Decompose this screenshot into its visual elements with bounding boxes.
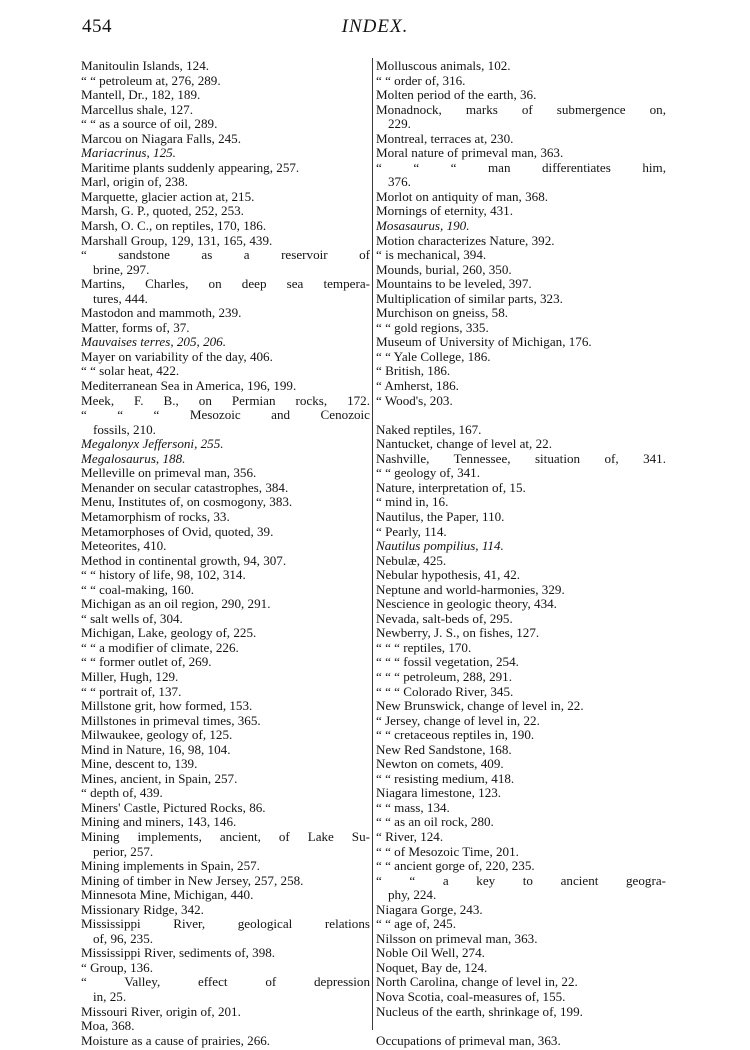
page-number: 454: [82, 16, 112, 37]
index-entry: Method in continental growth, 94, 307.: [81, 553, 287, 568]
index-entry: Mine, descent to, 139.: [81, 757, 198, 772]
index-entry: Nucleus of the earth, shrinkage of, 199.: [376, 1004, 583, 1019]
index-entry: “ “ as a source of oil, 289.: [81, 117, 218, 132]
index-entry: Mounds, burial, 260, 350.: [376, 262, 512, 277]
index-entry: Nescience in geologic theory, 434.: [376, 597, 557, 612]
index-entry: Mosasaurus, 190.: [376, 219, 470, 234]
index-entry: Nevada, salt-beds of, 295.: [376, 611, 513, 626]
index-entry: Missouri River, origin of, 201.: [81, 1004, 241, 1019]
index-entry: “ “ a modifier of climate, 226.: [81, 640, 239, 655]
index-entry: “ River, 124.: [376, 829, 444, 844]
index-entry: Melleville on primeval man, 356.: [81, 466, 257, 481]
index-entry: “ Group, 136.: [81, 960, 154, 975]
index-entry: Nashville, Tennessee, situation of, 341.: [376, 451, 666, 466]
index-entry: Neptune and world-harmonies, 329.: [376, 582, 565, 597]
index-entry: of, 96, 235.: [93, 931, 154, 946]
index-entry: Matter, forms of, 37.: [81, 320, 190, 335]
index-entry: Molluscous animals, 102.: [376, 59, 511, 73]
index-entry: “ “ a key to ancient geogra-: [376, 873, 666, 888]
index-entry: “ “ “ reptiles, 170.: [376, 640, 472, 655]
index-entry: Nautilus, the Paper, 110.: [376, 509, 505, 524]
index-entry: Mediterranean Sea in America, 196, 199.: [81, 379, 297, 394]
index-entry: Mining implements in Spain, 257.: [81, 859, 260, 874]
index-entry: Niagara Gorge, 243.: [376, 902, 483, 917]
index-entry: Niagara limestone, 123.: [376, 786, 502, 801]
index-entry: Moisture as a cause of prairies, 266.: [81, 1033, 271, 1048]
index-entry: Mining implements, ancient, of Lake Su-: [81, 829, 370, 844]
index-entry: Missionary Ridge, 342.: [81, 902, 204, 917]
index-entry: Marquette, glacier action at, 215.: [81, 189, 255, 204]
index-entry: “ “ age of, 245.: [376, 917, 456, 932]
index-entry: “ “ geology of, 341.: [376, 466, 480, 481]
index-entry: Menu, Institutes of, on cosmogony, 383.: [81, 495, 293, 510]
index-entry: “ “ as an oil rock, 280.: [376, 815, 494, 830]
index-entry: phy, 224.: [388, 888, 437, 903]
index-entry: Naked reptiles, 167.: [376, 422, 482, 437]
index-entry: Nebulæ, 425.: [376, 553, 447, 568]
index-entry: “ “ ancient gorge of, 220, 235.: [376, 859, 535, 874]
index-entry: “ “ portrait of, 137.: [81, 684, 182, 699]
index-entry: Mining of timber in New Jersey, 257, 258.: [81, 873, 304, 888]
index-entry: Minnesota Mine, Michigan, 440.: [81, 888, 254, 903]
index-entry: Marl, origin of, 238.: [81, 175, 188, 190]
index-entry: Nilsson on primeval man, 363.: [376, 931, 538, 946]
index-entry: Motion characterizes Nature, 392.: [376, 233, 555, 248]
index-entry: Occupations of primeval man, 363.: [376, 1033, 561, 1048]
index-entry: “ “ order of, 316.: [376, 73, 466, 88]
index-entry: Millstones in primeval times, 365.: [81, 713, 261, 728]
index-entry: Miller, Hugh, 129.: [81, 669, 179, 684]
index-entry: [376, 408, 666, 423]
index-entry: Martins, Charles, on deep sea tempera-: [81, 277, 370, 292]
index-entry: Marsh, O. C., on reptiles, 170, 186.: [81, 219, 267, 234]
index-entry: “ Wood's, 203.: [376, 393, 453, 408]
index-column-left: [81, 59, 370, 1048]
index-entry: Newberry, J. S., on fishes, 127.: [376, 626, 540, 641]
index-entry: Mississippi River, geological relations: [81, 917, 370, 932]
column-divider: [372, 58, 373, 1030]
index-entry: Mind in Nature, 16, 98, 104.: [81, 742, 231, 757]
index-entry: in, 25.: [93, 990, 127, 1004]
index-entry: Metamorphism of rocks, 33.: [81, 509, 230, 524]
index-entry: perior, 257.: [93, 844, 154, 859]
index-entry: Mississippi River, sediments of, 398.: [81, 946, 276, 961]
index-entry: “ is mechanical, 394.: [376, 248, 487, 263]
index-entry: Metamorphoses of Ovid, quoted, 39.: [81, 524, 274, 539]
index-entry: “ British, 186.: [376, 364, 451, 379]
index-entry: Miners' Castle, Pictured Rocks, 86.: [81, 800, 266, 815]
index-entry: Marcou on Niagara Falls, 245.: [81, 131, 241, 146]
index-entry: Murchison on gneiss, 58.: [376, 306, 509, 321]
index-entry: Manitoulin Islands, 124.: [81, 59, 210, 73]
index-entry: Millstone grit, how formed, 153.: [81, 699, 253, 714]
index-entry: Michigan as an oil region, 290, 291.: [81, 597, 271, 612]
index-entry: “ “ coal-making, 160.: [81, 582, 195, 597]
index-entry: Newton on comets, 409.: [376, 757, 504, 772]
index-entry: Menander on secular catastrophes, 384.: [81, 480, 289, 495]
index-entry: Mines, ancient, in Spain, 257.: [81, 771, 238, 786]
index-entry: Milwaukee, geology of, 125.: [81, 728, 233, 743]
index-entry: “ “ cretaceous reptiles in, 190.: [376, 728, 535, 743]
index-entry: “ Valley, effect of depression: [81, 975, 370, 990]
index-entry: Michigan, Lake, geology of, 225.: [81, 626, 257, 641]
index-entry: Mariacrinus, 125.: [81, 146, 176, 161]
index-entry: Maritime plants suddenly appearing, 257.: [81, 160, 300, 175]
index-entry: New Red Sandstone, 168.: [376, 742, 512, 757]
index-entry: 229.: [388, 117, 411, 132]
index-entry: Mornings of eternity, 431.: [376, 204, 513, 219]
index-entry: fossils, 210.: [93, 422, 156, 437]
index-entry: “ “ former outlet of, 269.: [81, 655, 212, 670]
index-entry: New Brunswick, change of level in, 22.: [376, 699, 584, 714]
index-entry: Mastodon and mammoth, 239.: [81, 306, 242, 321]
index-entry: Museum of University of Michigan, 176.: [376, 335, 592, 350]
index-entry: “ “ “ man differentiates him,: [376, 160, 666, 175]
index-entry: Megalonyx Jeffersoni, 255.: [81, 437, 224, 452]
index-entry: “ “ gold regions, 335.: [376, 320, 489, 335]
index-entry: Marcellus shale, 127.: [81, 102, 193, 117]
index-entry: “ “ “ Mesozoic and Cenozoic: [81, 408, 370, 423]
index-entry: “ “ Yale College, 186.: [376, 349, 491, 364]
index-entry: “ “ history of life, 98, 102, 314.: [81, 568, 246, 583]
index-entry: Noquet, Bay de, 124.: [376, 960, 488, 975]
index-entry: Moral nature of primeval man, 363.: [376, 146, 564, 161]
index-entry: “ “ petroleum at, 276, 289.: [81, 73, 221, 88]
index-entry: Monadnock, marks of submergence on,: [376, 102, 666, 117]
index-entry: Nebular hypothesis, 41, 42.: [376, 568, 521, 583]
index-entry: Noble Oil Well, 274.: [376, 946, 485, 961]
index-entry: 376.: [388, 175, 411, 190]
index-entry: Nature, interpretation of, 15.: [376, 480, 526, 495]
index-entry: Montreal, terraces at, 230.: [376, 131, 514, 146]
page-title: INDEX.: [341, 16, 409, 37]
index-entry: tures, 444.: [93, 291, 148, 306]
index-entry: “ Amherst, 186.: [376, 379, 459, 394]
index-entry: Morlot on antiquity of man, 368.: [376, 189, 549, 204]
index-entry: Moa, 368.: [81, 1019, 135, 1034]
index-entry: North Carolina, change of level in, 22.: [376, 975, 578, 990]
index-entry: Nantucket, change of level at, 22.: [376, 437, 552, 452]
index-entry: [376, 1019, 666, 1034]
index-entry: “ “ mass, 134.: [376, 800, 450, 815]
index-entry: Marshall Group, 129, 131, 165, 439.: [81, 233, 273, 248]
index-entry: Marsh, G. P., quoted, 252, 253.: [81, 204, 244, 219]
index-entry: “ Pearly, 114.: [376, 524, 447, 539]
index-entry: Mauvaises terres, 205, 206.: [81, 335, 226, 350]
index-entry: Mining and miners, 143, 146.: [81, 815, 237, 830]
index-entry: “ Jersey, change of level in, 22.: [376, 713, 540, 728]
index-entry: Mayer on variability of the day, 406.: [81, 349, 273, 364]
index-entry: Meteorites, 410.: [81, 539, 167, 554]
index-entry: Nautilus pompilius, 114.: [376, 539, 504, 554]
index-entry: “ “ of Mesozoic Time, 201.: [376, 844, 519, 859]
index-entry: Meek, F. B., on Permian rocks, 172.: [81, 393, 370, 408]
index-column-right: [376, 59, 666, 1048]
index-entry: “ “ “ petroleum, 288, 291.: [376, 669, 512, 684]
index-entry: “ “ solar heat, 422.: [81, 364, 180, 379]
index-entry: “ salt wells of, 304.: [81, 611, 183, 626]
index-entry: brine, 297.: [93, 262, 150, 277]
index-entry: “ “ resisting medium, 418.: [376, 771, 515, 786]
index-entry: “ mind in, 16.: [376, 495, 449, 510]
index-entry: “ depth of, 439.: [81, 786, 163, 801]
index-entry: Mountains to be leveled, 397.: [376, 277, 532, 292]
index-entry: Molten period of the earth, 36.: [376, 88, 537, 103]
index-entry: Mantell, Dr., 182, 189.: [81, 88, 201, 103]
index-entry: Nova Scotia, coal-measures of, 155.: [376, 990, 566, 1004]
index-entry: “ “ “ fossil vegetation, 254.: [376, 655, 519, 670]
index-entry: Multiplication of similar parts, 323.: [376, 291, 563, 306]
index-entry: “ “ “ Colorado River, 345.: [376, 684, 514, 699]
index-entry: Megalosaurus, 188.: [81, 451, 186, 466]
index-entry: “ sandstone as a reservoir of: [81, 248, 370, 263]
